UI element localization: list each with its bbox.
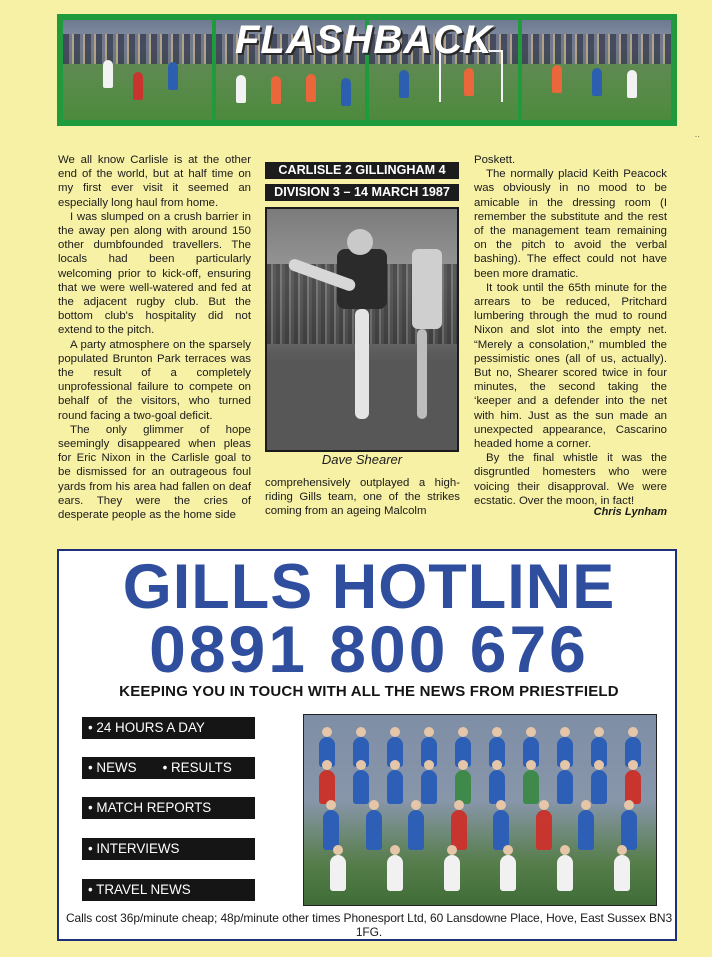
paragraph: Poskett. — [474, 154, 516, 166]
bullet-travel-news: • TRAVEL NEWS — [82, 879, 255, 901]
paragraph: The only glimmer of hope seemingly disappeared when pleas for Eric Nixon in the Carlisle goal to be dismissed for an outrageous foul yards from his area had fallen on deaf ears. They were the cries of desperate people as the home side — [58, 423, 251, 522]
bullet-interviews: • INTERVIEWS — [82, 838, 255, 860]
hotline-tagline: KEEPING YOU IN TOUCH WITH ALL THE NEWS FROM PRIESTFIELD — [119, 683, 619, 700]
banner-photo-1 — [63, 20, 212, 120]
hotline-advert — [57, 549, 677, 941]
paragraph: comprehensively outplayed a high-riding Gills team, one of the strikes coming from an ageing Malcolm — [265, 477, 460, 518]
page-mark: ·· — [694, 132, 700, 141]
hotline-title: GILLS HOTLINE — [122, 552, 616, 622]
bullet-news: • NEWS — [88, 760, 137, 775]
player-photo — [265, 207, 459, 452]
bullet-news-results — [82, 757, 255, 779]
team-photo — [303, 714, 657, 906]
article-column-left — [58, 153, 251, 522]
paragraph: I was slumped on a crush barrier in the away pen along with around 150 other dumbfounded travellers. The locals had been particularly welcoming prior to kick-off, ensuring that we were well-watered and fed at the adjacent rugby club. But the bottom club's hospitality did not extend to the pitch. — [58, 210, 251, 337]
flashback-banner — [57, 14, 677, 126]
bullet-24-hours: • 24 HOURS A DAY — [82, 717, 255, 739]
paragraph: We all know Carlisle is at the other end of the world, but at half time on my first ever visit it seemed an especially long haul from home. — [58, 154, 251, 209]
bullet-results: • RESULTS — [162, 760, 232, 775]
flashback-title: FLASHBACK — [235, 18, 493, 62]
hotline-call-costs: Calls cost 36p/minute cheap; 48p/minute other times Phonesport Ltd, 60 Lansdowne Place, Hove, East Sussex BN3 1FG. — [65, 911, 673, 939]
bullet-match-reports: • MATCH REPORTS — [82, 797, 255, 819]
paragraph: By the final whistle it was the disgruntled homesters who were voicing their disapproval. We were ecstatic. Over the moon, in fact! — [474, 452, 667, 507]
match-headline: CARLISLE 2 GILLINGHAM 4 — [265, 162, 459, 179]
paragraph: The normally placid Keith Peacock was obviously in no mood to be amicable in the dressing room (I remember the substitute and the rest of the management team remaining on the pitch to avoid the verbal bashing). The effect could not have been more dramatic. — [474, 168, 667, 280]
paragraph: A party atmosphere on the sparsely populated Brunton Park terraces was the result of a completely unprofessional failure to compete on behalf of the visitors, who turned round facing a two-goal deficit. — [58, 338, 251, 422]
article-column-middle — [265, 476, 460, 519]
match-date-headline: DIVISION 3 – 14 MARCH 1987 — [265, 184, 459, 201]
hotline-phone-number: 0891 800 676 — [149, 612, 589, 686]
author-byline: Chris Lynham — [593, 506, 667, 518]
paragraph: It took until the 65th minute for the arrears to be reduced, Pritchard lumbering through the mud to round Nixon and slot into the empty net. “Merely a consolation,” mumbled the pessimistic ones (all of us, actually). But no, Shearer scored twice in four minutes, the second taking the ‘keeper and a defender into the net with him. Just as the sun made an unexpected appearance, Cascarino headed home a corner. — [474, 281, 667, 451]
article-column-right — [474, 153, 667, 508]
banner-photo-4 — [522, 20, 671, 120]
photo-caption: Dave Shearer — [321, 452, 403, 467]
